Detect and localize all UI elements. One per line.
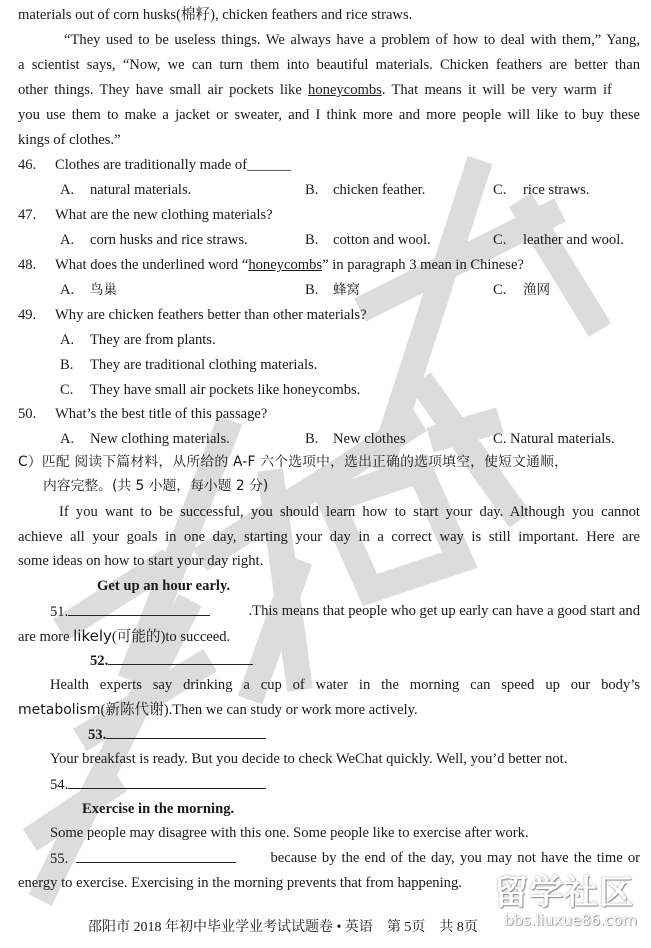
health-line bbox=[18, 676, 640, 694]
question-number: 48. bbox=[18, 257, 37, 273]
site-logo-watermark bbox=[494, 874, 637, 928]
vocab-word: metabolism bbox=[18, 702, 101, 718]
passage-text: Some people may disagree with this one. Some people like to exercise after work. bbox=[50, 825, 529, 841]
question-number: 49. bbox=[18, 307, 37, 323]
option-text: New clothes bbox=[333, 431, 406, 447]
question-50 bbox=[18, 405, 268, 423]
section-heading-text: 内容完整。(共 5 小题，每小题 2 分) bbox=[43, 478, 269, 494]
passage-text: Your breakfast is ready. But you decide to check WeChat quickly. Well, you’d better not. bbox=[50, 751, 568, 767]
passage-line bbox=[18, 31, 640, 49]
question-55-line bbox=[50, 849, 640, 868]
section-heading-text: C）匹配 阅读下篇材料，从所给的 A-F 六个选项中，选出正确的选项填空，使短文通顺， bbox=[18, 454, 569, 470]
intro-line bbox=[18, 528, 640, 546]
underlined-word-honeycombs: honeycombs bbox=[308, 82, 382, 98]
answer-blank-52[interactable] bbox=[108, 651, 253, 665]
passage-line bbox=[18, 106, 640, 124]
option-letter: B. bbox=[305, 431, 319, 447]
option-text: 鸟巢 bbox=[90, 282, 117, 298]
question-text: ” in paragraph 3 mean in Chinese? bbox=[322, 257, 524, 273]
question-text: Why are chicken feathers better than other materials? bbox=[55, 307, 367, 323]
question-49 bbox=[18, 306, 367, 324]
passage-text: Health experts say drinking a cup of water in the morning can speed up our body’s bbox=[50, 677, 640, 693]
option-text: rice straws. bbox=[523, 182, 590, 198]
option-text: They have small air pockets like honeycombs. bbox=[90, 382, 361, 398]
question-text: What does the underlined word “ bbox=[55, 257, 249, 273]
question-number: 46. bbox=[18, 157, 37, 173]
footer-text: 邵阳市 2018 年初中毕业学业考试试题卷 • 英语 第 5页 共 8页 bbox=[88, 920, 478, 935]
logo-url-text: bbs.liuxue86.com bbox=[504, 911, 637, 929]
question-text: Clothes are traditionally made of______ bbox=[55, 157, 291, 173]
option-text: chicken feather. bbox=[333, 182, 426, 198]
option-text: 蜂窝 bbox=[333, 282, 360, 298]
option-46-a[interactable] bbox=[60, 181, 192, 199]
question-47 bbox=[18, 206, 273, 224]
option-50-a[interactable] bbox=[60, 430, 230, 448]
question-53-line bbox=[88, 725, 266, 744]
answer-blank-51[interactable] bbox=[68, 602, 210, 616]
passage-text: are more bbox=[18, 629, 74, 645]
option-letter: A. bbox=[60, 232, 75, 248]
tip-title: Get up an hour early. bbox=[97, 578, 231, 594]
option-47-b[interactable] bbox=[305, 231, 431, 249]
section-c-heading bbox=[18, 453, 568, 471]
option-48-b[interactable] bbox=[305, 281, 360, 299]
option-letter: A. bbox=[60, 332, 75, 348]
option-letter: A. bbox=[60, 282, 75, 298]
question-46 bbox=[18, 156, 291, 174]
passage-text: . That means it will be very warm if bbox=[381, 82, 612, 98]
question-51-line2 bbox=[18, 627, 230, 646]
option-text: They are from plants. bbox=[90, 332, 216, 348]
breakfast-line bbox=[50, 750, 567, 768]
option-text: corn husks and rice straws. bbox=[90, 232, 248, 248]
question-48 bbox=[18, 256, 524, 274]
option-letter: B. bbox=[305, 282, 319, 298]
logo-text: 留学社区 bbox=[494, 873, 634, 913]
option-letter: B. bbox=[60, 357, 74, 373]
option-48-c[interactable] bbox=[493, 281, 550, 299]
passage-text: “They used to be useless things. We always have a problem of how to deal with them,” Yang, bbox=[64, 32, 640, 48]
option-46-c[interactable] bbox=[493, 181, 590, 199]
option-text: C. Natural materials. bbox=[493, 431, 615, 447]
passage-text: kings of clothes.” bbox=[18, 132, 121, 148]
option-letter: C. bbox=[493, 282, 507, 298]
question-55-line2 bbox=[18, 874, 462, 892]
option-48-a[interactable] bbox=[60, 281, 117, 299]
passage-line bbox=[18, 56, 640, 74]
answer-blank-55[interactable] bbox=[76, 849, 236, 863]
question-number: 47. bbox=[18, 207, 37, 223]
question-number: 52. bbox=[90, 653, 109, 669]
passage-text: If you want to be successful, you should learn how to start your day. Although you cannot bbox=[59, 504, 640, 520]
option-text: cotton and wool. bbox=[333, 232, 431, 248]
option-text: They are traditional clothing materials. bbox=[90, 357, 318, 373]
option-47-a[interactable] bbox=[60, 231, 248, 249]
question-text: What’s the best title of this passage? bbox=[55, 406, 268, 422]
answer-blank-53[interactable] bbox=[106, 725, 266, 739]
option-letter: A. bbox=[60, 182, 75, 198]
question-54-line bbox=[50, 775, 266, 794]
passage-text: achieve all your goals in one day, starting your day in a correct way is still important. Here are bbox=[18, 529, 640, 545]
option-49-b[interactable] bbox=[60, 356, 318, 374]
intro-line bbox=[18, 503, 640, 521]
health-line2 bbox=[18, 701, 418, 719]
passage-line bbox=[18, 131, 121, 149]
option-46-b[interactable] bbox=[305, 181, 426, 199]
option-47-c[interactable] bbox=[493, 231, 624, 249]
question-52-line bbox=[90, 651, 253, 670]
question-text: What are the new clothing materials? bbox=[55, 207, 273, 223]
intro-line bbox=[18, 552, 263, 570]
option-letter: B. bbox=[305, 232, 319, 248]
vocab-word: likely bbox=[73, 627, 112, 645]
underlined-word-honeycombs: honeycombs bbox=[248, 257, 323, 273]
passage-text: you use them to make a jacket or sweater, and I think more and more people will like to buy these bbox=[18, 107, 640, 123]
passage-text: some ideas on how to start your day right. bbox=[18, 553, 264, 569]
tip-heading bbox=[97, 577, 230, 595]
question-number: 54. bbox=[50, 777, 69, 793]
section-c-heading-cont bbox=[43, 477, 268, 495]
passage-text: energy to exercise. Exercising in the morning prevents that from happening. bbox=[18, 875, 462, 891]
question-51-line bbox=[50, 602, 640, 621]
option-50-c[interactable] bbox=[493, 430, 615, 448]
passage-line bbox=[18, 6, 412, 24]
page-footer bbox=[88, 916, 478, 936]
passage-text: because by the end of the day, you may not have the time or bbox=[270, 850, 640, 866]
exercise-line bbox=[50, 824, 529, 842]
option-letter: C. bbox=[493, 232, 507, 248]
passage-line bbox=[18, 81, 640, 99]
option-text: New clothing materials. bbox=[90, 431, 230, 447]
option-text: natural materials. bbox=[90, 182, 192, 198]
passage-text: .This means that people who get up early can have a good start and bbox=[248, 603, 640, 619]
option-letter: B. bbox=[305, 182, 319, 198]
tip-heading bbox=[82, 800, 234, 818]
passage-text: a scientist says, “Now, we can turn them into beautiful materials. Chicken feathers are better than bbox=[18, 57, 640, 73]
answer-blank-54[interactable] bbox=[68, 775, 266, 789]
passage-text: materials out of corn husks(棉籽), chicken feathers and rice straws. bbox=[18, 7, 413, 23]
option-letter: A. bbox=[60, 431, 75, 447]
tip-title: Exercise in the morning. bbox=[82, 801, 235, 817]
passage-text: (可能的)to succeed. bbox=[111, 629, 231, 645]
question-number: 53. bbox=[88, 727, 107, 743]
option-text: 渔网 bbox=[523, 282, 550, 298]
option-50-b[interactable] bbox=[305, 430, 406, 448]
option-letter: C. bbox=[60, 382, 74, 398]
option-49-a[interactable] bbox=[60, 331, 216, 349]
question-number: 50. bbox=[18, 406, 37, 422]
passage-text: (新陈代谢).Then we can study or work more actively. bbox=[100, 702, 418, 718]
option-letter: C. bbox=[493, 182, 507, 198]
option-49-c[interactable] bbox=[60, 381, 361, 399]
option-text: leather and wool. bbox=[523, 232, 624, 248]
question-number: 55. bbox=[50, 851, 69, 867]
question-number: 51. bbox=[50, 604, 69, 620]
passage-text: other things. They have small air pockets like bbox=[18, 82, 309, 98]
